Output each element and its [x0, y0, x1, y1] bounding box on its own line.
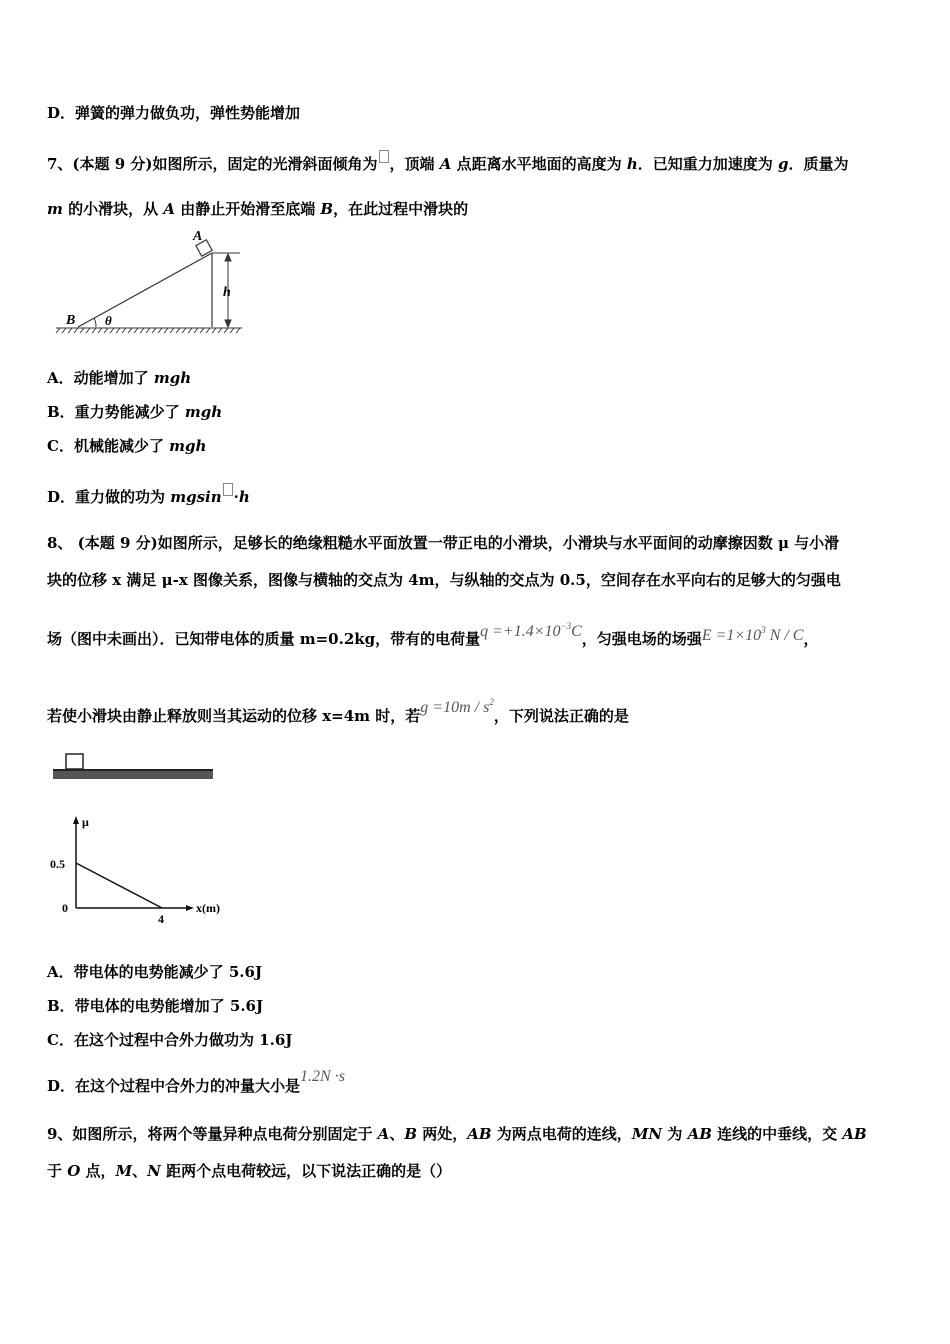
q9-stem-line-1: 9、如图所示，将两个等量异种点电荷分别固定于 A、B 两处，AB 为两点电荷的连线，MN 为 AB 连线的中垂线，交 AB — [47, 1125, 867, 1143]
tick-origin: 0 — [62, 901, 68, 915]
q8-stem-line-3: 场（图中未画出）．已知带电体的质量 m=0.2kg，带有的电荷量$q =+1.4\times 10^{-3}C$，匀强电场的场强$E =1\times 10^3$ N / C， — [47, 621, 819, 648]
missing-glyph-box — [379, 150, 389, 163]
q7-option-d: D．重力做的功为 mgsin ·h — [47, 483, 250, 507]
incline-figure — [50, 226, 250, 338]
incline-surface — [78, 253, 212, 327]
tick-0-5: 0.5 — [50, 857, 65, 871]
charge-formula: $q =+1.4\times 10^{-3}C$ — [480, 621, 582, 640]
q7-option-b: B．重力势能减少了 mgh — [47, 403, 223, 421]
q7-option-a: A．动能增加了 mgh — [47, 369, 192, 387]
q6-option-d: D．弹簧的弹力做负功，弹性势能增加 — [47, 104, 301, 122]
q8-stem-line-1: 8、 (本题 9 分)如图所示，足够长的绝缘粗糙水平面放置一带正电的小滑块，小滑块与水平面间的动摩擦因数 μ 与小滑 — [47, 534, 840, 552]
q9-stem-line-2: 于 O 点，M、N 距两个点电荷较远，以下说法正确的是（） — [47, 1162, 452, 1180]
label-theta: θ — [105, 313, 112, 328]
impulse-formula: 1.2N ·s — [300, 1068, 345, 1085]
q7-option-c: C．机械能减少了 mgh — [47, 437, 207, 455]
axis-label-mu: μ — [82, 815, 89, 829]
q8-option-d: D．在这个过程中合外力的冲量大小是1.2N ·s — [47, 1068, 345, 1095]
label-a: A — [193, 229, 203, 244]
y-axis-arrow — [73, 816, 79, 824]
block-on-ground-figure — [50, 750, 216, 786]
x-axis-arrow — [186, 905, 194, 911]
q7-stem-line-1: 7、(本题 9 分)如图所示，固定的光滑斜面倾角为 ，顶端 A 点距离水平地面的高度为 h．已知重力加速度为 g．质量为 — [47, 150, 849, 174]
gravity-formula: $g =10m / s^2$ — [420, 697, 494, 716]
label-b: B — [66, 313, 76, 328]
q8-stem-line-4: 若使小滑块由静止释放则当其运动的位移 x=4m 时，若$g =10m / s^2$，下列说法正确的是 — [47, 697, 629, 725]
q8-option-c: C．在这个过程中合外力做功为 1.6J — [47, 1031, 293, 1049]
angle-arc — [94, 318, 96, 327]
axis-label-x: x(m) — [196, 901, 220, 915]
q7-stem-line-2: m 的小滑块，从 A 由静止开始滑至底端 B，在此过程中滑块的 — [47, 200, 469, 218]
field-formula: $E =1\times 10^3$ N / C — [701, 625, 804, 644]
tick-4: 4 — [158, 912, 164, 926]
ground-hatching — [56, 328, 242, 333]
charged-block — [66, 754, 83, 769]
q8-stem-line-2: 块的位移 x 满足 μ-x 图像关系，图像与横轴的交点为 4m，与纵轴的交点为 0.5，空间存在水平向右的足够大的匀强电 — [47, 571, 841, 589]
q8-option-a: A．带电体的电势能减少了 5.6J — [47, 963, 263, 981]
mu-line — [76, 863, 162, 908]
q8-option-b: B．带电体的电势能增加了 5.6J — [47, 997, 264, 1015]
missing-glyph-box — [223, 483, 233, 496]
label-h: h — [223, 285, 231, 300]
mu-x-graph — [48, 812, 228, 924]
